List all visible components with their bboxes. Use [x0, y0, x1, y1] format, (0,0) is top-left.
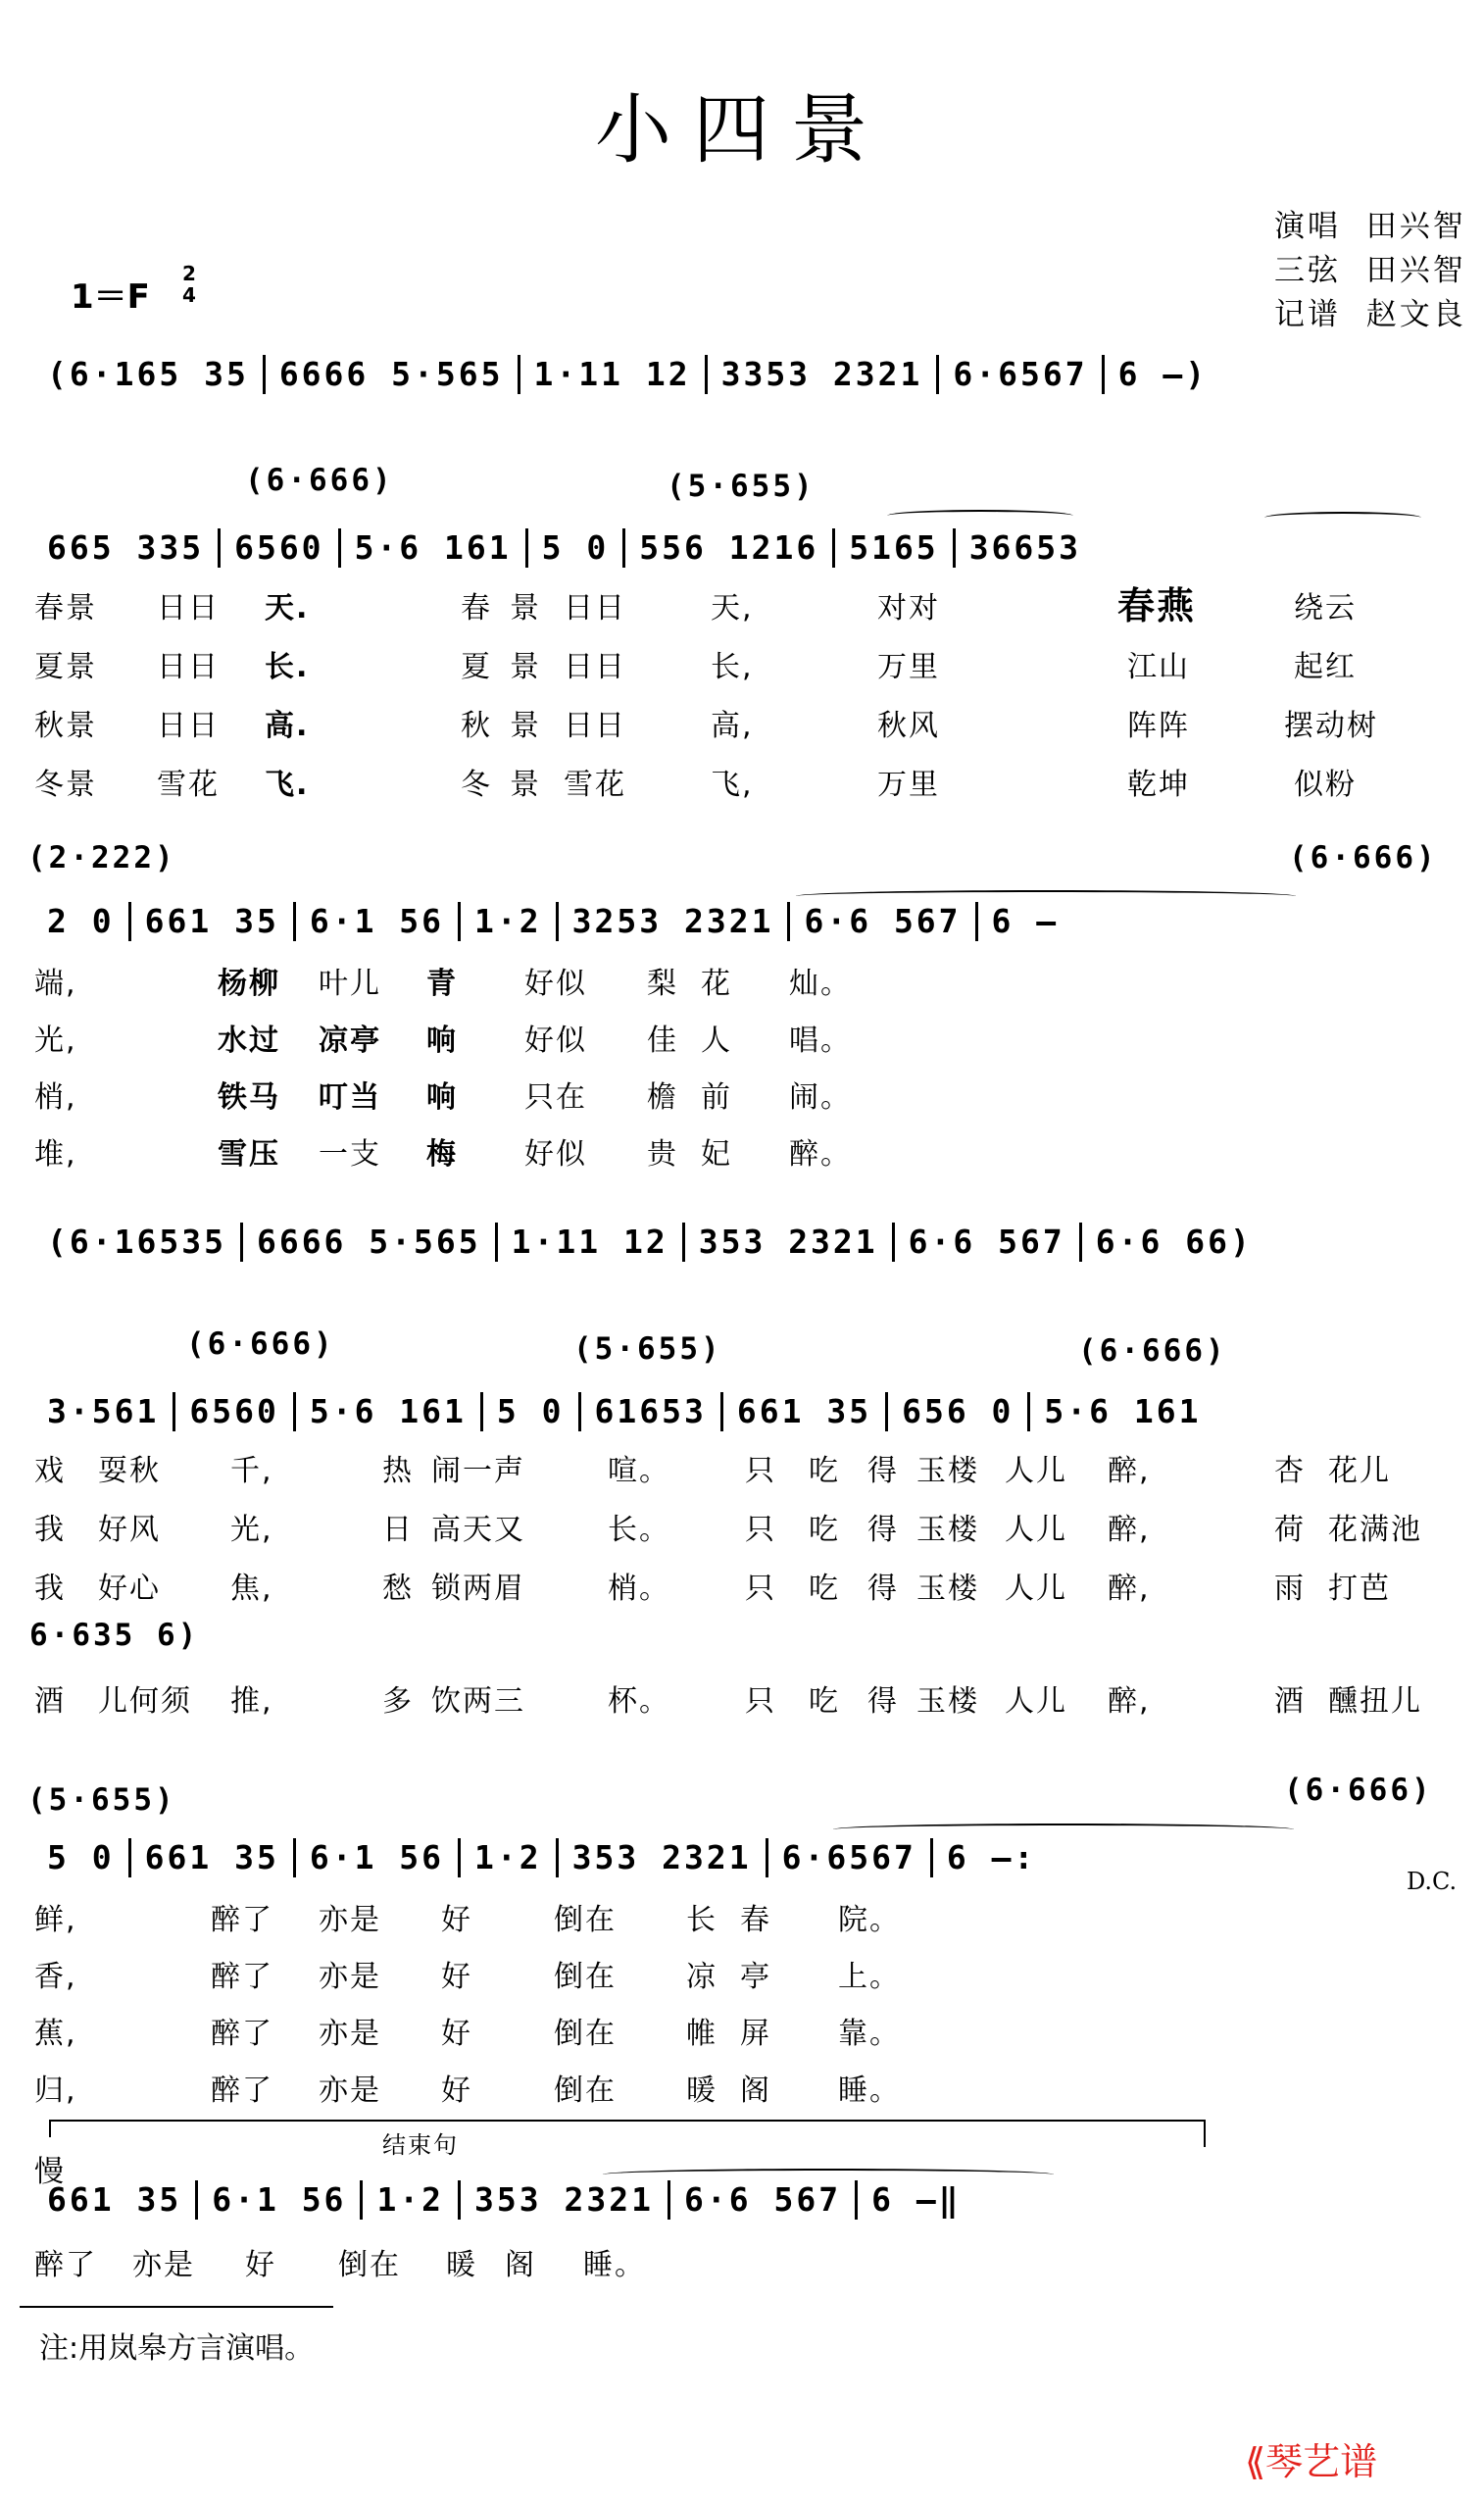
measure: 6·6 567 [670, 2180, 858, 2220]
footnote: 注:用岚皋方言演唱。 [39, 2331, 315, 2366]
measure: 1·11 12 [498, 1223, 685, 1262]
measure: 6 – [991, 901, 1060, 940]
footnote-rule [20, 2306, 333, 2308]
slur [833, 1824, 1294, 1835]
notation-row-3 [33, 900, 1464, 949]
credit-singer: 演唱 田兴智 [1274, 209, 1466, 244]
variant-notation: (5·655) [27, 1782, 176, 1818]
measure: (6·165 35 [33, 355, 266, 394]
measure: 6 –: [946, 1837, 1037, 1876]
variant-notation: (6·666) [1284, 1773, 1433, 1808]
measure: 6·1 56 [296, 1838, 461, 1877]
notation-row-6 [33, 1836, 1347, 1885]
measure: 36653 [968, 527, 1082, 567]
measure: 661 35 [131, 1838, 296, 1877]
logo-icon: ⟪ [1245, 2440, 1266, 2483]
ending-bracket-left [49, 2120, 51, 2137]
variant-notation: (5·655) [573, 1331, 722, 1367]
measure: 5·6 161 [341, 528, 528, 568]
notation-row-7 [33, 2178, 1229, 2227]
measure: 6666 5·565 [266, 355, 520, 394]
credit-sanxian: 三弦 田兴智 [1274, 253, 1466, 288]
measure: 353 2321 [559, 1838, 768, 1877]
variant-notation: (6·666) [186, 1326, 335, 1362]
time-signature: 2 4 [182, 262, 196, 307]
notation-row-5 [33, 1390, 1464, 1439]
notation-row-2 [33, 526, 1464, 575]
measure: 5 0 [528, 528, 626, 568]
measure: 6·1 56 [296, 902, 461, 941]
lyrics-block-2: 春景 日日 天. 春 景 日日 天, 对对 春燕 绕云 夏景 日日 长. 夏 景 日日 长, 万里 江山 起红 秋景 日日 高. 秋 景 日日 高, 秋风 阵阵 摆动树 冬景 雪花 飞. 冬 景 雪花 飞, 万里 乾坤 似粉 [34, 584, 1378, 802]
measure: 6·6 567 [790, 902, 977, 941]
variant-notation: (5·655) [667, 469, 816, 504]
variant-notation: (6·666) [1289, 840, 1438, 875]
measure: 6·6567 [939, 355, 1104, 394]
variant-notation: (6·666) [245, 463, 394, 498]
measure: 661 35 [131, 902, 296, 941]
variant-notation: (6·666) [1078, 1333, 1227, 1369]
measure: 5·6 161 [296, 1392, 483, 1431]
notation-row-4 [33, 1221, 1464, 1270]
measure: 661 35 [33, 2180, 198, 2220]
measure: 661 35 [723, 1392, 888, 1431]
ending-label: 结束句 [382, 2131, 459, 2159]
lyrics-block-7: 醉了 亦是 好 倒在 暖 阁 睡。 [34, 2248, 646, 2282]
measure: 5 0 [33, 1838, 131, 1877]
measure: 5 0 [483, 1392, 581, 1431]
slur [1264, 512, 1421, 524]
measure: 6·6 567 [895, 1223, 1082, 1262]
notation-row-1 [33, 353, 1464, 402]
measure: 665 335 [33, 528, 221, 568]
measure: 1·2 [461, 1838, 559, 1877]
measure: 353 2321 [685, 1223, 895, 1262]
ending-bracket-right [1204, 2120, 1206, 2147]
variant-notation: 6·635 6) [29, 1618, 200, 1653]
measure: 6560 [221, 528, 340, 568]
measure: 1·2 [363, 2180, 461, 2220]
variant-notation: (2·222) [27, 840, 176, 875]
measure: 656 0 [888, 1392, 1030, 1431]
lyrics-block-6: 鲜, 醉了 亦是 好 倒在 长 春 院。 香, 醉了 亦是 好 倒在 凉 亭 上。 蕉, 醉了 亦是 好 倒在 帷 屏 靠。 归, 醉了 亦是 好 倒在 暖 阁 睡。 [34, 1903, 901, 2108]
measure: 556 1216 [625, 528, 835, 568]
measure: 353 2321 [461, 2180, 670, 2220]
measure: 6560 [175, 1392, 295, 1431]
measure: 6·6 66) [1095, 1222, 1253, 1261]
tempo-mark: 慢 [34, 2155, 66, 2189]
measure: 5·6 161 [1044, 1391, 1202, 1430]
measure: 1·2 [461, 902, 559, 941]
ending-bracket [49, 2120, 1206, 2122]
key-signature: 1＝F [71, 277, 150, 317]
measure: 6 –) [1117, 354, 1209, 393]
measure: 3353 2321 [708, 355, 940, 394]
measure: 6666 5·565 [243, 1223, 498, 1262]
credit-transcriber: 记谱 赵文良 [1274, 297, 1466, 332]
lyrics-block-3: 端, 杨柳 叶儿 青 好似 梨 花 灿。 光, 水过 凉亭 响 好似 佳 人 唱。 梢, 铁马 叮当 响 只在 檐 前 闹。 堆, 雪压 一支 梅 好似 贵 妃 醉。 [34, 967, 852, 1172]
lyrics-block-5: 戏 耍秋 千, 热 闹一声 喧。 只 吃 得 玉楼 人儿 醉, 杏 花儿 我 好风 光, 日 高天又 长。 只 吃 得 玉楼 人儿 醉, 荷 花满池 我 好心 焦, 愁 锁两眉 梢。 只 吃 得 玉楼 人儿 醉, 雨 打芭 6·635 6) 酒 儿何须 推, 多 饮两三 杯。 只 吃 得 玉楼 人儿 醉, 酒 醺扭儿 [29, 1454, 1422, 1719]
da-capo-mark: D.C. [1407, 1868, 1458, 1895]
measure: 3·561 [33, 1392, 175, 1431]
measure: (6·16535 [33, 1223, 243, 1262]
measure: 61653 [581, 1392, 723, 1431]
page-title: 小四景 [594, 86, 889, 175]
site-logo: ⟪琴艺谱 [1245, 2440, 1378, 2483]
measure: 5165 [835, 528, 955, 568]
slur [887, 510, 1073, 522]
measure: 2 0 [33, 902, 131, 941]
measure: 1·11 12 [520, 355, 708, 394]
measure: 6·6567 [768, 1838, 933, 1877]
measure: 6 –‖ [871, 2179, 962, 2219]
measure: 6·1 56 [198, 2180, 363, 2220]
measure: 3253 2321 [559, 902, 791, 941]
